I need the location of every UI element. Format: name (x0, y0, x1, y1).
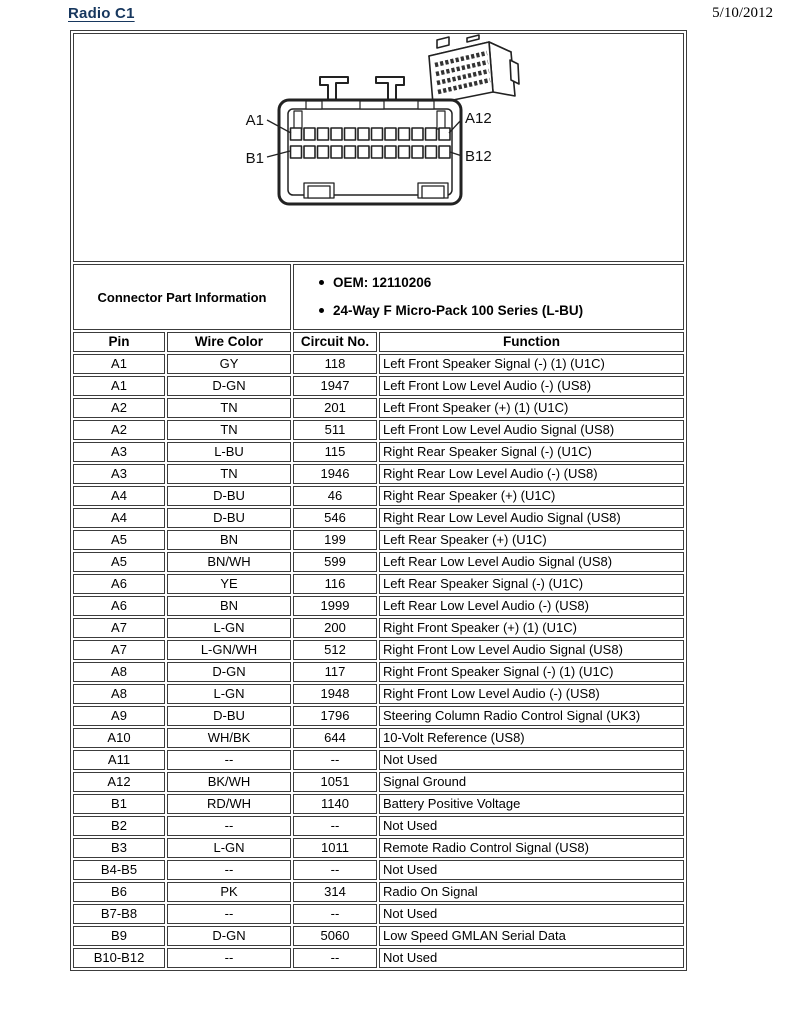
pin-A6 (358, 128, 369, 140)
function-cell: Not Used (379, 750, 684, 770)
pin-cell: A6 (73, 596, 165, 616)
table-row (73, 750, 684, 770)
table-row (73, 838, 684, 858)
circuit-no-cell: 1947 (293, 376, 377, 396)
circuit-no-cell: 46 (293, 486, 377, 506)
3d-top-tab-icon (437, 37, 449, 48)
wire-color-cell: GY (167, 354, 291, 374)
circuit-no-cell: 1948 (293, 684, 377, 704)
table-row (73, 464, 684, 484)
wire-color-cell: D-GN (167, 662, 291, 682)
latch-tab-icon (320, 77, 348, 99)
wire-color-cell: D-BU (167, 486, 291, 506)
table-row (73, 794, 684, 814)
pin-cell: A8 (73, 662, 165, 682)
table-row (73, 354, 684, 374)
function-cell: Left Front Speaker Signal (-) (1) (U1C) (379, 354, 684, 374)
pin-B7 (372, 146, 383, 158)
pin-cell: B10-B12 (73, 948, 165, 968)
table-row (73, 948, 684, 968)
pin-B12 (439, 146, 450, 158)
connector-diagram-svg (77, 34, 684, 258)
table-row (73, 772, 684, 792)
function-cell: Not Used (379, 948, 684, 968)
circuit-no-cell: 644 (293, 728, 377, 748)
pin-cell: A8 (73, 684, 165, 704)
table-row (73, 882, 684, 902)
circuit-no-cell: 118 (293, 354, 377, 374)
pin-cell: B3 (73, 838, 165, 858)
wire-color-cell: L-GN/WH (167, 640, 291, 660)
wire-color-cell: L-GN (167, 684, 291, 704)
series-name: 24-Way F Micro-Pack 100 Series (L-BU) (333, 303, 584, 318)
circuit-no-cell: -- (293, 750, 377, 770)
latch-tab-icon (376, 77, 404, 99)
circuit-no-cell: 1796 (293, 706, 377, 726)
function-cell: Right Front Low Level Audio Signal (US8) (379, 640, 684, 660)
pin-A2 (304, 128, 315, 140)
circuit-no-cell: 116 (293, 574, 377, 594)
pin-A1 (291, 128, 302, 140)
pin-B11 (426, 146, 437, 158)
wire-color-cell: TN (167, 464, 291, 484)
pin-cell: B9 (73, 926, 165, 946)
circuit-no-cell: -- (293, 816, 377, 836)
function-cell: Radio On Signal (379, 882, 684, 902)
pin-A8 (385, 128, 396, 140)
series-item (319, 303, 680, 318)
pin-A5 (345, 128, 356, 140)
table-row (73, 420, 684, 440)
table-row (73, 552, 684, 572)
circuit-no-cell: -- (293, 948, 377, 968)
circuit-no-cell: -- (293, 904, 377, 924)
pin-table-body (73, 33, 684, 968)
wire-color-cell: -- (167, 948, 291, 968)
wire-color-cell: L-BU (167, 442, 291, 462)
function-cell: Not Used (379, 904, 684, 924)
wire-color-cell: D-GN (167, 376, 291, 396)
table-row (73, 816, 684, 836)
function-cell: Battery Positive Voltage (379, 794, 684, 814)
circuit-no-cell: 1946 (293, 464, 377, 484)
pin-B6 (358, 146, 369, 158)
wire-color-cell: BN/WH (167, 552, 291, 572)
pin-cell: A7 (73, 618, 165, 638)
wire-color-cell: BN (167, 596, 291, 616)
page-title: Radio C1 (68, 5, 135, 22)
wire-color-cell: L-GN (167, 838, 291, 858)
part-info-row (73, 264, 684, 330)
table-row (73, 508, 684, 528)
pin-cell: A2 (73, 420, 165, 440)
pin-A9 (399, 128, 410, 140)
connector-part-info-details (293, 264, 684, 330)
3d-top-tab-icon (467, 35, 479, 42)
pin-cell: A6 (73, 574, 165, 594)
connector-diagram-cell (73, 33, 684, 262)
table-row (73, 596, 684, 616)
wire-color-cell: -- (167, 860, 291, 880)
function-cell: Signal Ground (379, 772, 684, 792)
pin-A10 (412, 128, 423, 140)
function-cell: Right Front Low Level Audio (-) (US8) (379, 684, 684, 704)
circuit-no-cell: 1140 (293, 794, 377, 814)
wire-color-cell: BN (167, 530, 291, 550)
table-row (73, 706, 684, 726)
pin-cell: A3 (73, 464, 165, 484)
circuit-no-cell: 599 (293, 552, 377, 572)
table-row (73, 618, 684, 638)
wire-color-cell: TN (167, 398, 291, 418)
pin-cell: A4 (73, 486, 165, 506)
table-row (73, 442, 684, 462)
label-a12: A12 (465, 110, 492, 127)
function-cell: Low Speed GMLAN Serial Data (379, 926, 684, 946)
function-cell: Left Rear Speaker (+) (U1C) (379, 530, 684, 550)
function-cell: Left Front Low Level Audio Signal (US8) (379, 420, 684, 440)
circuit-no-cell: 201 (293, 398, 377, 418)
pin-A4 (331, 128, 342, 140)
wire-color-cell: PK (167, 882, 291, 902)
pin-cell: A10 (73, 728, 165, 748)
pin-cell: B2 (73, 816, 165, 836)
table-row (73, 926, 684, 946)
function-cell: Right Rear Speaker (+) (U1C) (379, 486, 684, 506)
table-row (73, 662, 684, 682)
circuit-no-cell: 115 (293, 442, 377, 462)
pin-cell: A1 (73, 354, 165, 374)
table-row (73, 904, 684, 924)
function-cell: Right Front Speaker Signal (-) (1) (U1C) (379, 662, 684, 682)
pin-cell: A5 (73, 552, 165, 572)
pin-cell: A11 (73, 750, 165, 770)
wire-color-cell: -- (167, 816, 291, 836)
function-cell: Right Rear Low Level Audio Signal (US8) (379, 508, 684, 528)
pin-B9 (399, 146, 410, 158)
function-cell: Right Rear Speaker Signal (-) (U1C) (379, 442, 684, 462)
function-cell: Not Used (379, 860, 684, 880)
wire-color-cell: -- (167, 904, 291, 924)
wire-color-cell: BK/WH (167, 772, 291, 792)
header-wire-color: Wire Color (167, 332, 291, 352)
pin-B10 (412, 146, 423, 158)
wire-color-cell: RD/WH (167, 794, 291, 814)
pin-cell: A4 (73, 508, 165, 528)
pin-cell: A2 (73, 398, 165, 418)
function-cell: Left Rear Low Level Audio (-) (US8) (379, 596, 684, 616)
table-row (73, 398, 684, 418)
label-a1: A1 (245, 112, 264, 129)
connector-info-table (70, 30, 687, 971)
header-pin: Pin (73, 332, 165, 352)
wire-color-cell: WH/BK (167, 728, 291, 748)
function-cell: Steering Column Radio Control Signal (UK3) (379, 706, 684, 726)
pin-A12 (439, 128, 450, 140)
table-row (73, 530, 684, 550)
pin-cell: A1 (73, 376, 165, 396)
function-cell: Right Front Speaker (+) (1) (U1C) (379, 618, 684, 638)
table-row (73, 574, 684, 594)
header-function: Function (379, 332, 684, 352)
pin-cell: A12 (73, 772, 165, 792)
function-cell: Left Rear Low Level Audio Signal (US8) (379, 552, 684, 572)
pin-B4 (331, 146, 342, 158)
circuit-no-cell: 117 (293, 662, 377, 682)
circuit-no-cell: 511 (293, 420, 377, 440)
pin-B8 (385, 146, 396, 158)
circuit-no-cell: -- (293, 860, 377, 880)
pin-B2 (304, 146, 315, 158)
pin-A7 (372, 128, 383, 140)
label-b1: B1 (245, 150, 264, 167)
page-header (68, 5, 773, 22)
circuit-no-cell: 314 (293, 882, 377, 902)
table-row (73, 486, 684, 506)
circuit-no-cell: 1051 (293, 772, 377, 792)
pin-A11 (426, 128, 437, 140)
function-cell: Not Used (379, 816, 684, 836)
wire-color-cell: L-GN (167, 618, 291, 638)
bullet-icon (319, 280, 324, 285)
circuit-no-cell: 546 (293, 508, 377, 528)
table-row (73, 684, 684, 704)
function-cell: Left Front Low Level Audio (-) (US8) (379, 376, 684, 396)
table-row (73, 860, 684, 880)
connector-3d-view (429, 35, 519, 104)
circuit-no-cell: 200 (293, 618, 377, 638)
pin-cell: A3 (73, 442, 165, 462)
circuit-no-cell: 1011 (293, 838, 377, 858)
pin-cell: B1 (73, 794, 165, 814)
pin-cell: A5 (73, 530, 165, 550)
table-row (73, 376, 684, 396)
connector-part-info-label: Connector Part Information (73, 264, 291, 330)
pin-cell: A7 (73, 640, 165, 660)
wire-color-cell: -- (167, 750, 291, 770)
wire-color-cell: D-BU (167, 706, 291, 726)
pin-B5 (345, 146, 356, 158)
pin-cell: B4-B5 (73, 860, 165, 880)
function-cell: 10-Volt Reference (US8) (379, 728, 684, 748)
3d-side-tab-icon (510, 60, 519, 84)
circuit-no-cell: 1999 (293, 596, 377, 616)
pin-B1 (291, 146, 302, 158)
diagram-row (73, 33, 684, 262)
function-cell: Right Rear Low Level Audio (-) (US8) (379, 464, 684, 484)
circuit-no-cell: 199 (293, 530, 377, 550)
function-cell: Left Front Speaker (+) (1) (U1C) (379, 398, 684, 418)
circuit-no-cell: 5060 (293, 926, 377, 946)
table-header-row (73, 332, 684, 352)
wire-color-cell: D-GN (167, 926, 291, 946)
wire-color-cell: TN (167, 420, 291, 440)
pin-cell: A9 (73, 706, 165, 726)
page-date: 5/10/2012 (712, 5, 773, 21)
oem-number-item (319, 275, 680, 290)
oem-number: OEM: 12110206 (333, 275, 432, 290)
function-cell: Remote Radio Control Signal (US8) (379, 838, 684, 858)
function-cell: Left Rear Speaker Signal (-) (U1C) (379, 574, 684, 594)
table-row (73, 728, 684, 748)
label-b12: B12 (465, 148, 492, 165)
bullet-icon (319, 308, 324, 313)
oem-bullet-list (297, 265, 680, 329)
wire-color-cell: YE (167, 574, 291, 594)
table-row (73, 640, 684, 660)
pin-cell: B6 (73, 882, 165, 902)
pin-A3 (318, 128, 329, 140)
header-circuit-no: Circuit No. (293, 332, 377, 352)
wire-color-cell: D-BU (167, 508, 291, 528)
circuit-no-cell: 512 (293, 640, 377, 660)
pin-B3 (318, 146, 329, 158)
pin-cell: B7-B8 (73, 904, 165, 924)
